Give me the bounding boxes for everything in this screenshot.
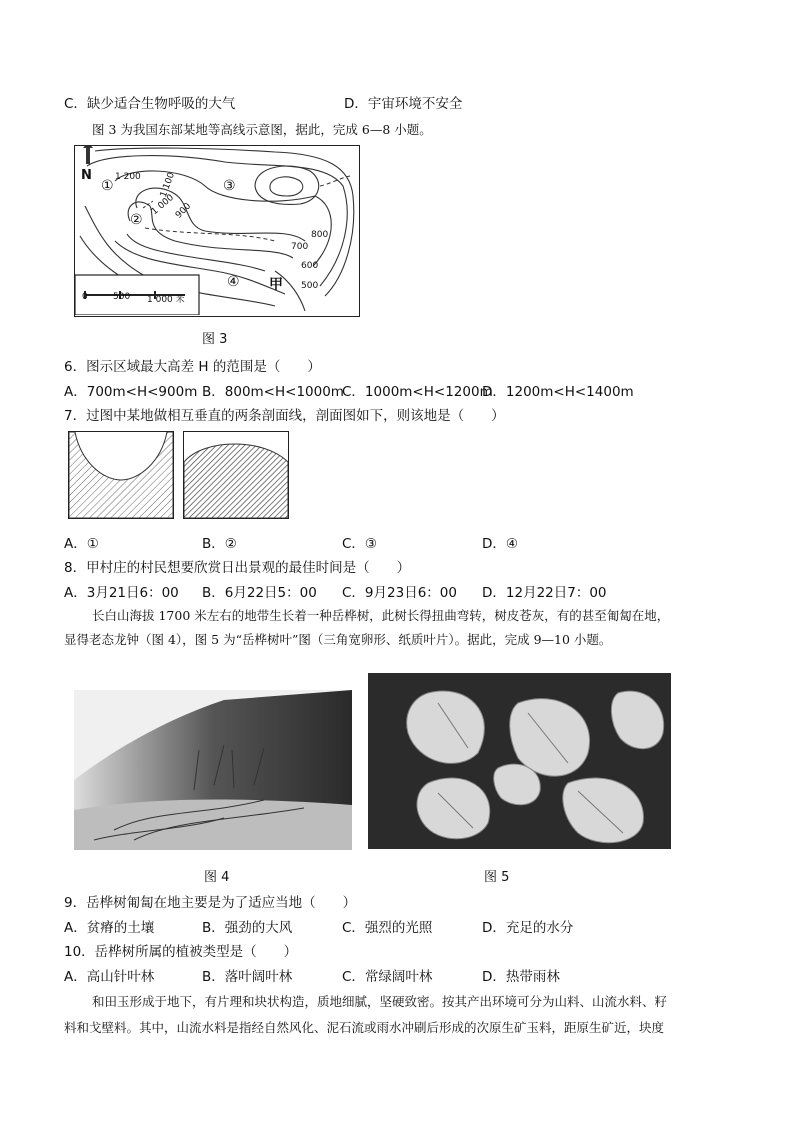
birch-leaves-photo (368, 673, 671, 849)
contour-700: 700 (291, 242, 309, 252)
village-label: 甲 (269, 277, 283, 293)
q8-option-b: B．6月22日5：00 (202, 585, 317, 601)
q8-stem: 8．甲村庄的村民想要欣赏日出景观的最佳时间是（ ） (64, 560, 411, 576)
q6-option-c: C．1000m<H<1200m (342, 384, 493, 400)
point-4: ④ (227, 274, 240, 290)
contour-1200: 1 200 (115, 172, 141, 182)
intro-9-10-line2: 显得老态龙钟（图 4），图 5 为“岳桦树叶”图（三角宽卵形、纸质叶片）。据此，完成 9—10 小题。 (64, 632, 612, 647)
q6-option-d: D．1200m<H<1400m (482, 384, 634, 400)
profile-figure-1 (68, 431, 174, 519)
scale-1000: 1 000 米 (147, 295, 185, 305)
point-3: ③ (223, 178, 236, 194)
q10-option-b: B．落叶阔叶林 (202, 969, 293, 985)
passage-line1: 和田玉形成于地下，有片理和块状构造，质地细腻，坚硬致密。按其产出环境可分为山料、山流水料、籽 (92, 994, 668, 1009)
q7-option-a: A．① (64, 536, 99, 552)
fig4-caption: 图 4 (204, 870, 230, 885)
north-label: N (81, 168, 92, 183)
scale-0: 0 (82, 292, 88, 302)
q10-option-d: D．热带雨林 (482, 969, 560, 985)
q6-option-a: A．700m<H<900m (64, 384, 198, 400)
q6-option-b: B．800m<H<1000m (202, 384, 344, 400)
fig3-caption: 图 3 (202, 332, 228, 347)
passage-line2: 料和戈壁料。其中，山流水料是指经自然风化、泥石流或雨水冲刷后形成的次原生矿玉料，距原生矿近，块度 (64, 1020, 665, 1035)
birch-tree-photo (74, 690, 352, 850)
q7-stem: 7．过图中某地做相互垂直的两条剖面线，剖面图如下，则该地是（ ） (64, 408, 505, 424)
q7-option-c: C．③ (342, 536, 378, 552)
q6-stem: 6．图示区域最大高差 H 的范围是（ ） (64, 359, 321, 375)
q10-option-c: C．常绿阔叶林 (342, 969, 433, 985)
q5-option-c: C．缺少适合生物呼吸的大气 (64, 96, 236, 112)
intro-9-10-line1: 长白山海拔 1700 米左右的地带生长着一种岳桦树，此树长得扭曲弯转，树皮苍灰，有的甚至匍匐在地， (92, 608, 670, 623)
profile-figure-2 (183, 431, 289, 519)
q9-stem: 9．岳桦树匍匐在地主要是为了适应当地（ ） (64, 895, 357, 911)
contour-map (74, 145, 360, 317)
q8-option-a: A．3月21日6：00 (64, 585, 179, 601)
q9-option-c: C．强烈的光照 (342, 920, 433, 936)
fig5-caption: 图 5 (484, 870, 510, 885)
q9-option-b: B．强劲的大风 (202, 920, 293, 936)
q7-option-d: D．④ (482, 536, 518, 552)
q8-option-c: C．9月23日6：00 (342, 585, 457, 601)
q10-option-a: A．高山针叶林 (64, 969, 155, 985)
contour-500: 500 (301, 281, 319, 291)
scale-500: 500 (113, 292, 131, 302)
contour-1000: 1 000 (149, 192, 176, 218)
q9-option-d: D．充足的水分 (482, 920, 574, 936)
point-1: ① (101, 178, 114, 194)
intro-6-8: 图 3 为我国东部某地等高线示意图，据此，完成 6—8 小题。 (92, 122, 432, 137)
contour-1100: 1 100 (158, 171, 177, 199)
q8-option-d: D．12月22日7：00 (482, 585, 607, 601)
contour-900: 900 (173, 201, 194, 221)
contour-600: 600 (301, 261, 319, 271)
point-2: ② (130, 212, 143, 228)
q9-option-a: A．贫瘠的土壤 (64, 920, 155, 936)
contour-800: 800 (311, 230, 329, 240)
q7-option-b: B．② (202, 536, 237, 552)
q5-option-d: D．宇宙环境不安全 (344, 96, 463, 112)
q10-stem: 10．岳桦树所属的植被类型是（ ） (64, 944, 298, 960)
